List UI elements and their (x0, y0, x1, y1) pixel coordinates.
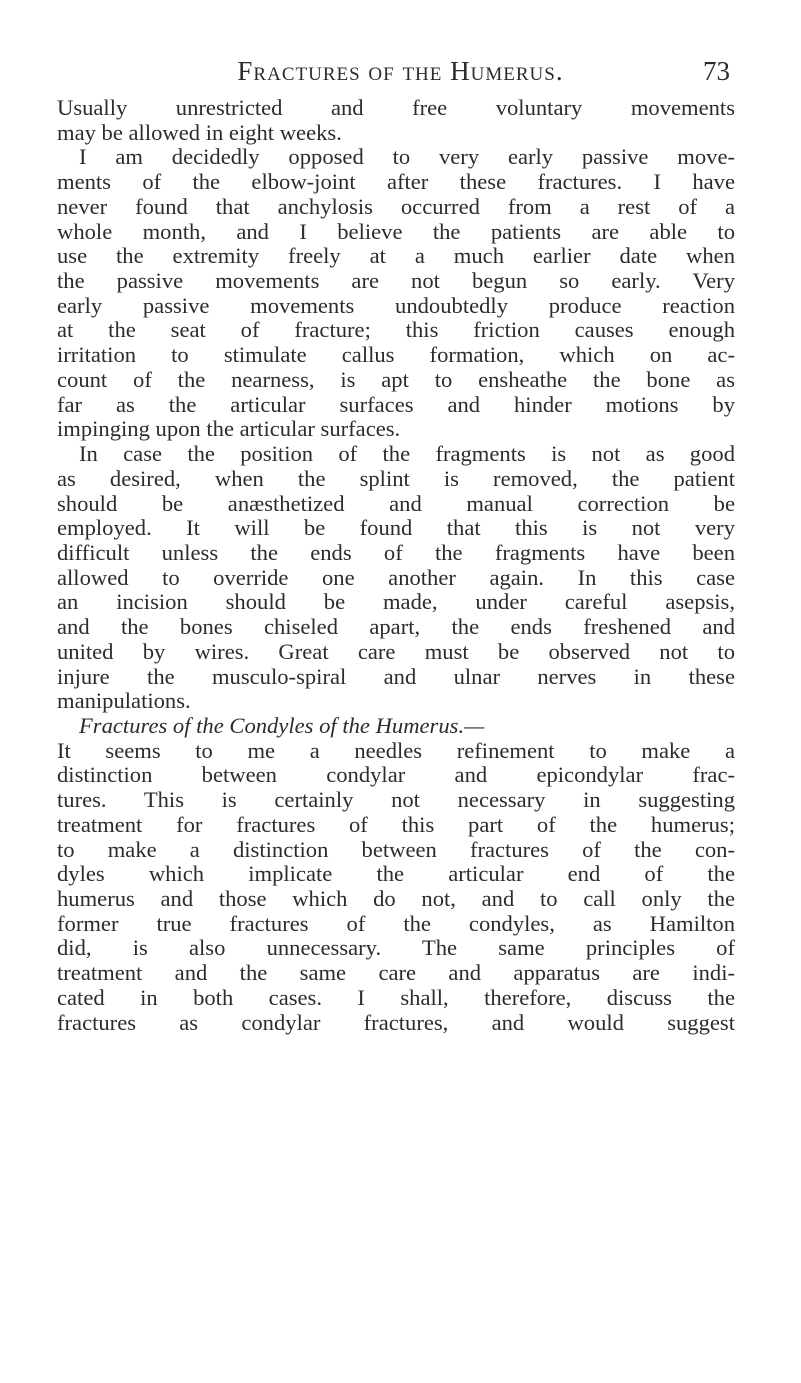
text-line: Usually unrestricted and free voluntary movements (57, 95, 735, 120)
text-line: early passive movements undoubtedly produce reaction (57, 292, 735, 318)
text-line: use the extremity freely at a much earlier date when (57, 243, 735, 269)
text-line: manipulations. (57, 688, 191, 714)
text-line: united by wires. Great care must be observed not to (57, 638, 735, 664)
text-line: difficult unless the ends of the fragments have been (57, 539, 735, 565)
text-line: count of the nearness, is apt to ensheathe the bone as (57, 366, 735, 392)
text-line: whole month, and I believe the patients are able to (57, 218, 735, 244)
text-line: should be anæsthetized and manual correction be (57, 490, 735, 516)
text-line: the passive movements are not begun so early. Very (57, 268, 735, 294)
text-line: never found that anchylosis occurred from a rest of a (57, 193, 735, 219)
text-line: allowed to override one another again. In this case (57, 564, 735, 590)
text-line: to make a distinction between fractures of the con- (57, 836, 735, 862)
text-line: employed. It will be found that this is not very (57, 515, 735, 541)
page-number: 73 (703, 56, 730, 86)
text-line: I am decidedly opposed to very early passive move- (79, 144, 735, 170)
text-line: far as the articular surfaces and hinder motions by (57, 391, 735, 417)
text-line: injure the musculo-spiral and ulnar nerves in these (57, 663, 735, 689)
text-line: tures. This is certainly not necessary in suggesting (57, 787, 735, 813)
running-head (0, 56, 801, 96)
text-line: dyles which implicate the articular end of the (57, 861, 735, 887)
text-line: distinction between condylar and epicondylar frac- (57, 762, 735, 788)
text-line: did, is also unnecessary. The same principles of (57, 935, 735, 961)
text-line: treatment for fractures of this part of the humerus; (57, 811, 735, 837)
text-line: an incision should be made, under careful asepsis, (57, 589, 735, 615)
text-line: humerus and those which do not, and to call only the (57, 886, 735, 911)
text-line: fractures as condylar fractures, and would suggest (57, 1009, 735, 1035)
text-line: irritation to stimulate callus formation, which on ac- (57, 342, 735, 368)
text-line: ments of the elbow-joint after these fractures. I have (57, 169, 735, 195)
text-line: impinging upon the articular surfaces. (57, 416, 401, 442)
text-line: and the bones chiseled apart, the ends freshened and (57, 614, 735, 640)
running-head-title: Fractures of the Humerus. (237, 56, 564, 86)
section-heading: Fractures of the Condyles of the Humerus.— (79, 712, 485, 738)
text-line: In case the position of the fragments is not as good (79, 441, 735, 467)
text-line: cated in both cases. I shall, therefore, discuss the (57, 984, 735, 1010)
text-line: may be allowed in eight weeks. (57, 119, 342, 145)
body-text (57, 96, 735, 1035)
text-line: as desired, when the splint is removed, the patient (57, 465, 735, 491)
text-line: treatment and the same care and apparatus are indi- (57, 960, 735, 986)
text-line: It seems to me a needles refinement to make a (57, 737, 735, 763)
text-line: former true fractures of the condyles, as Hamilton (57, 910, 735, 936)
text-line: at the seat of fracture; this friction causes enough (57, 317, 735, 343)
